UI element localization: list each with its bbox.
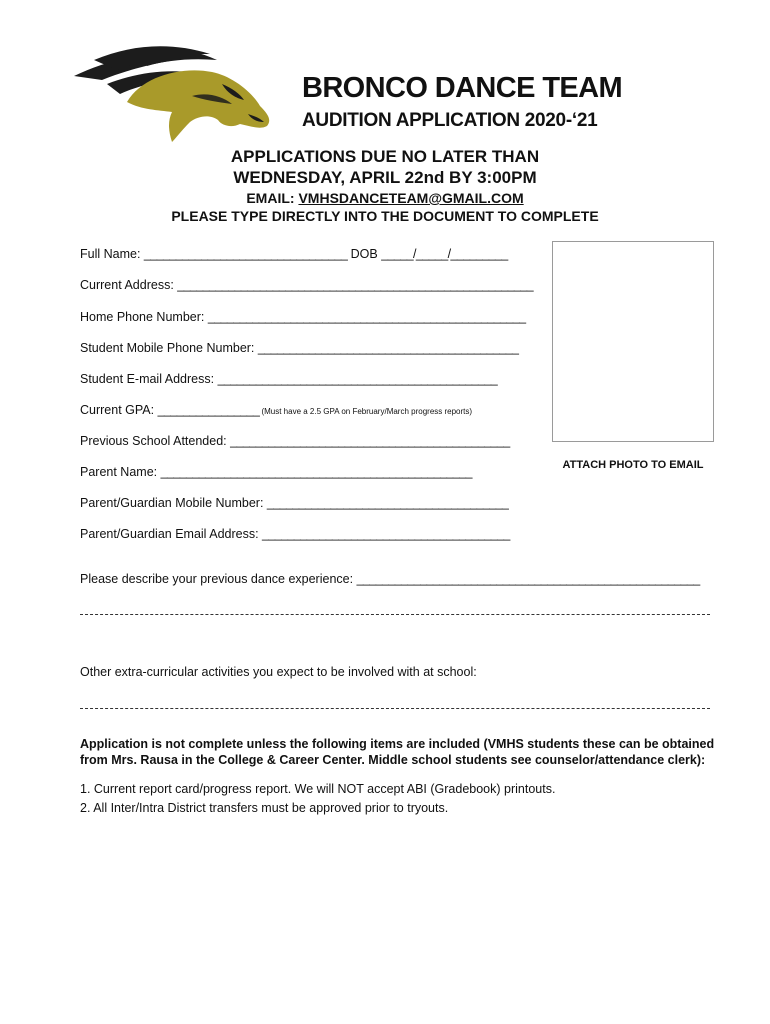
current-address-label: Current Address: [80, 278, 178, 292]
previous-school-field[interactable]: ____________________________________________ [230, 434, 510, 448]
gpa-field[interactable]: ________________ [157, 403, 260, 417]
bronco-horse-head-logo [72, 44, 277, 144]
photo-label: ATTACH PHOTO TO EMAIL [562, 459, 704, 471]
parent-name-label: Parent Name: [80, 465, 161, 479]
parent-email-field[interactable]: _______________________________________ [262, 527, 510, 541]
previous-school-row [80, 434, 510, 448]
dob-label: DOB [347, 247, 382, 261]
parent-email-row [80, 527, 510, 541]
home-phone-row [80, 310, 525, 324]
previous-school-label: Previous School Attended: [80, 434, 231, 448]
home-phone-field[interactable]: __________________________________________________ [207, 310, 526, 324]
parent-email-label: Parent/Guardian Email Address: [80, 527, 263, 541]
gpa-label: Current GPA: [80, 403, 158, 417]
gpa-row [80, 403, 472, 417]
student-email-field[interactable]: ____________________________________________ [217, 372, 498, 386]
parent-name-row [80, 465, 472, 479]
full-name-row [80, 247, 508, 261]
current-address-row [80, 278, 533, 292]
photo-box[interactable] [552, 241, 714, 442]
student-mobile-label: Student Mobile Phone Number: [80, 341, 258, 355]
deadline-line-1: APPLICATIONS DUE NO LATER THAN [230, 147, 540, 166]
home-phone-label: Home Phone Number: [80, 310, 208, 324]
requirement-item-2: 2. All Inter/Intra District transfers must be approved prior to tryouts. [80, 801, 449, 815]
parent-mobile-field[interactable]: ______________________________________ [266, 496, 509, 510]
full-name-field[interactable]: ________________________________ [143, 247, 348, 261]
student-email-row [80, 372, 497, 386]
page-title: BRONCO DANCE TEAM [302, 72, 623, 104]
activities-line[interactable] [80, 708, 710, 709]
dob-field[interactable]: _____/_____/_________ [381, 247, 508, 261]
dance-experience-field[interactable]: ______________________________________________________ [356, 572, 700, 586]
parent-name-field[interactable]: _________________________________________________ [160, 465, 472, 479]
email-link[interactable]: VMHSDANCETEAM@GMAIL.COM [298, 190, 524, 206]
activities-label: Other extra-curricular activities you expect to be involved with at school: [80, 665, 477, 679]
student-email-label: Student E-mail Address: [80, 372, 218, 386]
email-label: EMAIL: [246, 190, 299, 206]
page-subtitle: AUDITION APPLICATION 2020-‘21 [302, 110, 598, 131]
parent-mobile-label: Parent/Guardian Mobile Number: [80, 496, 267, 510]
gpa-note: (Must have a 2.5 GPA on February/March progress reports) [259, 407, 473, 416]
requirement-item-1: 1. Current report card/progress report. We will NOT accept ABI (Gradebook) printouts. [80, 782, 556, 796]
dance-experience-label: Please describe your previous dance experience: [80, 572, 357, 586]
full-name-label: Full Name: [80, 247, 144, 261]
dance-experience-row [80, 572, 700, 586]
dance-experience-line[interactable] [80, 614, 710, 615]
student-mobile-row [80, 341, 518, 355]
deadline-line-2: WEDNESDAY, APRIL 22nd BY 3:00PM [233, 168, 537, 187]
student-mobile-field[interactable]: _________________________________________ [257, 341, 519, 355]
email-line [0, 190, 770, 206]
instructions-line: PLEASE TYPE DIRECTLY INTO THE DOCUMENT TO COMPLETE [171, 208, 599, 224]
requirements-heading: Application is not complete unless the following items are included (VMHS students these can be obtained from Mrs. Rausa in the College & Career Center. Middle school students see counselor/attendance clerk): [80, 737, 715, 767]
parent-mobile-row [80, 496, 508, 510]
current-address-field[interactable]: ________________________________________________________ [177, 278, 533, 292]
